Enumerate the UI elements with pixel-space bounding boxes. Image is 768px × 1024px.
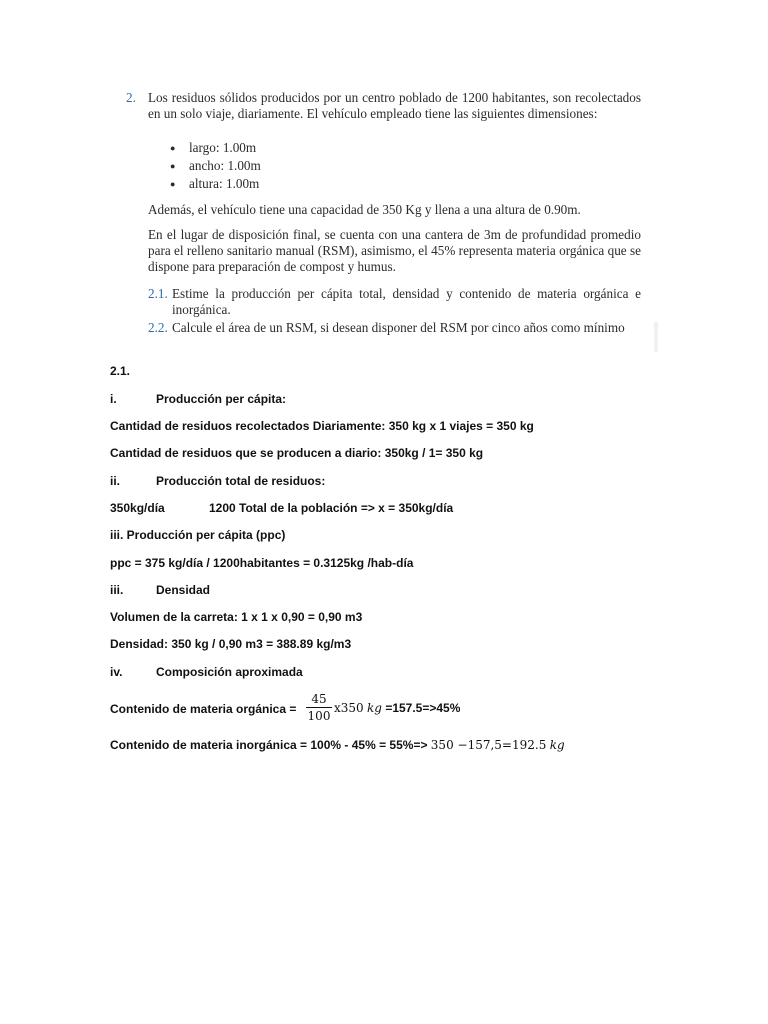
- ppc-line: ppc = 375 kg/día / 1200habitantes = 0.3125kg /hab-día: [110, 556, 414, 570]
- fraction-denominator: 100: [307, 709, 331, 723]
- volume-line: Volumen de la carreta: 1 x 1 x 0,90 = 0,90 m3: [110, 610, 363, 624]
- question-2-1-text: Estime la producción per cápita total, densidad y contenido de materia orgánica e inorgánica.: [172, 286, 641, 317]
- problem-intro: Los residuos sólidos producidos por un centro poblado de 1200 habitantes, son recolectados en un solo viaje, diariamente. El vehículo empleado tiene las siguientes dimensiones:: [148, 90, 641, 121]
- organic-expression: [334, 701, 460, 715]
- capacity-paragraph: Además, el vehículo tiene una capacidad de 350 Kg y llena a una altura de 0.90m.: [148, 202, 581, 217]
- dimension-ancho: ● ancho: 1.00m: [170, 158, 261, 176]
- organic-fraction: [306, 692, 332, 723]
- dimension-altura: ● altura: 1.00m: [170, 176, 261, 194]
- daily-waste-line: Cantidad de residuos que se producen a diario: 350kg / 1= 350 kg: [110, 446, 484, 460]
- total-production-line: [110, 501, 510, 515]
- question-2-1-number: 2.1.: [148, 286, 168, 301]
- scan-edge-shadow: [654, 322, 658, 352]
- collected-waste-line: Cantidad de residuos recolectados Diariamente: 350 kg x 1 viajes = 350 kg: [110, 419, 534, 433]
- organic-math-unit: kg: [367, 701, 382, 715]
- section-1-heading: [110, 392, 410, 406]
- disposal-paragraph: En el lugar de disposición final, se cuenta con una cantera de 3m de profundidad promedio para el relleno sanitario manual (RSM), asimismo, el 45% representa materia orgánica que se dispone para preparación de compost y humus.: [148, 227, 641, 274]
- fraction-bar: [306, 707, 332, 708]
- section-1-title: Producción per cápita:: [156, 392, 287, 406]
- problem-statement-image: [118, 84, 656, 354]
- question-2-2-text: Calcule el área de un RSM, si desean disponer del RSM por cinco años como mínimo: [172, 320, 625, 335]
- total-production-left: 350kg/día: [110, 501, 165, 515]
- question-2-2-number: 2.2.: [148, 320, 168, 335]
- organic-content-line: [110, 702, 296, 716]
- fraction-numerator: 45: [311, 692, 327, 706]
- section-2-title: Producción total de residuos:: [156, 474, 326, 488]
- section-4-heading: [110, 583, 410, 597]
- dimension-list: [170, 140, 261, 194]
- section-4-number: iii.: [110, 583, 124, 597]
- section-4-title: Densidad: [156, 583, 211, 597]
- section-5-title: Composición aproximada: [156, 665, 303, 679]
- problem-number: 2.: [126, 90, 136, 105]
- organic-result: =157.5=>45%: [385, 701, 461, 715]
- total-production-right: 1200 Total de la población => x = 350kg/día: [209, 501, 454, 515]
- section-2-number: ii.: [110, 474, 121, 488]
- section-3-heading: iii. Producción per cápita (ppc): [110, 528, 286, 542]
- inorganic-math-unit: kg: [549, 738, 565, 752]
- inorganic-content-line: [110, 738, 565, 752]
- inorganic-math: 350 −157,5=192.5: [430, 738, 547, 752]
- section-5-heading: [110, 665, 410, 679]
- inorganic-label: Contenido de materia inorgánica = 100% - 45% = 55%=>: [110, 738, 431, 752]
- density-line: Densidad: 350 kg / 0,90 m3 = 388.89 kg/m3: [110, 637, 352, 651]
- organic-math-x: x350: [334, 701, 364, 715]
- section-1-number: i.: [110, 392, 117, 406]
- dimension-largo: ● largo: 1.00m: [170, 140, 261, 158]
- solution-heading: 2.1.: [110, 364, 131, 378]
- section-2-heading: [110, 474, 410, 488]
- organic-label: Contenido de materia orgánica =: [110, 702, 297, 716]
- section-5-number: iv.: [110, 665, 123, 679]
